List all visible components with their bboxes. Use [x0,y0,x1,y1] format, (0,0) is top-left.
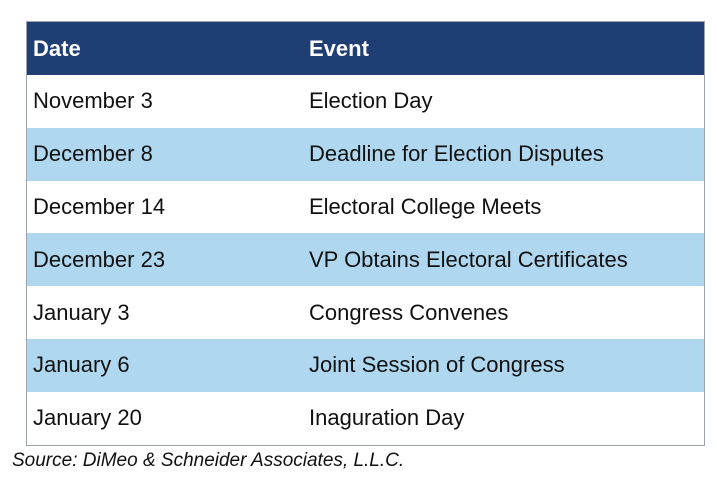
table-row [27,392,704,445]
row-date: January 6 [33,352,130,378]
table-header [27,22,704,75]
table-row [27,339,704,392]
row-date: December 23 [33,246,166,272]
row-event: Deadline for Election Disputes [309,141,604,167]
row-date: November 3 [33,88,153,114]
row-event: Electoral College Meets [309,193,542,219]
table-row [27,75,704,128]
row-date: December 14 [33,193,166,219]
table-row [27,233,704,286]
header-row [27,22,704,75]
table-row [27,181,704,234]
row-event: VP Obtains Electoral Certificates [309,246,628,272]
source-note: Source: DiMeo & Schneider Associates, L.L.C. [12,450,405,471]
row-event: Election Day [309,88,433,114]
row-event: Joint Session of Congress [309,352,565,378]
header-date: Date [33,35,81,61]
timeline-table-frame [26,21,705,446]
table-row [27,128,704,181]
row-date: January 20 [33,405,142,431]
row-date: January 3 [33,299,130,325]
row-event: Inaguration Day [309,405,465,431]
table-row [27,286,704,339]
table-body [27,75,704,445]
row-event: Congress Convenes [309,299,509,325]
row-date: December 8 [33,141,153,167]
timeline-table [27,22,704,445]
header-event: Event [309,35,369,61]
